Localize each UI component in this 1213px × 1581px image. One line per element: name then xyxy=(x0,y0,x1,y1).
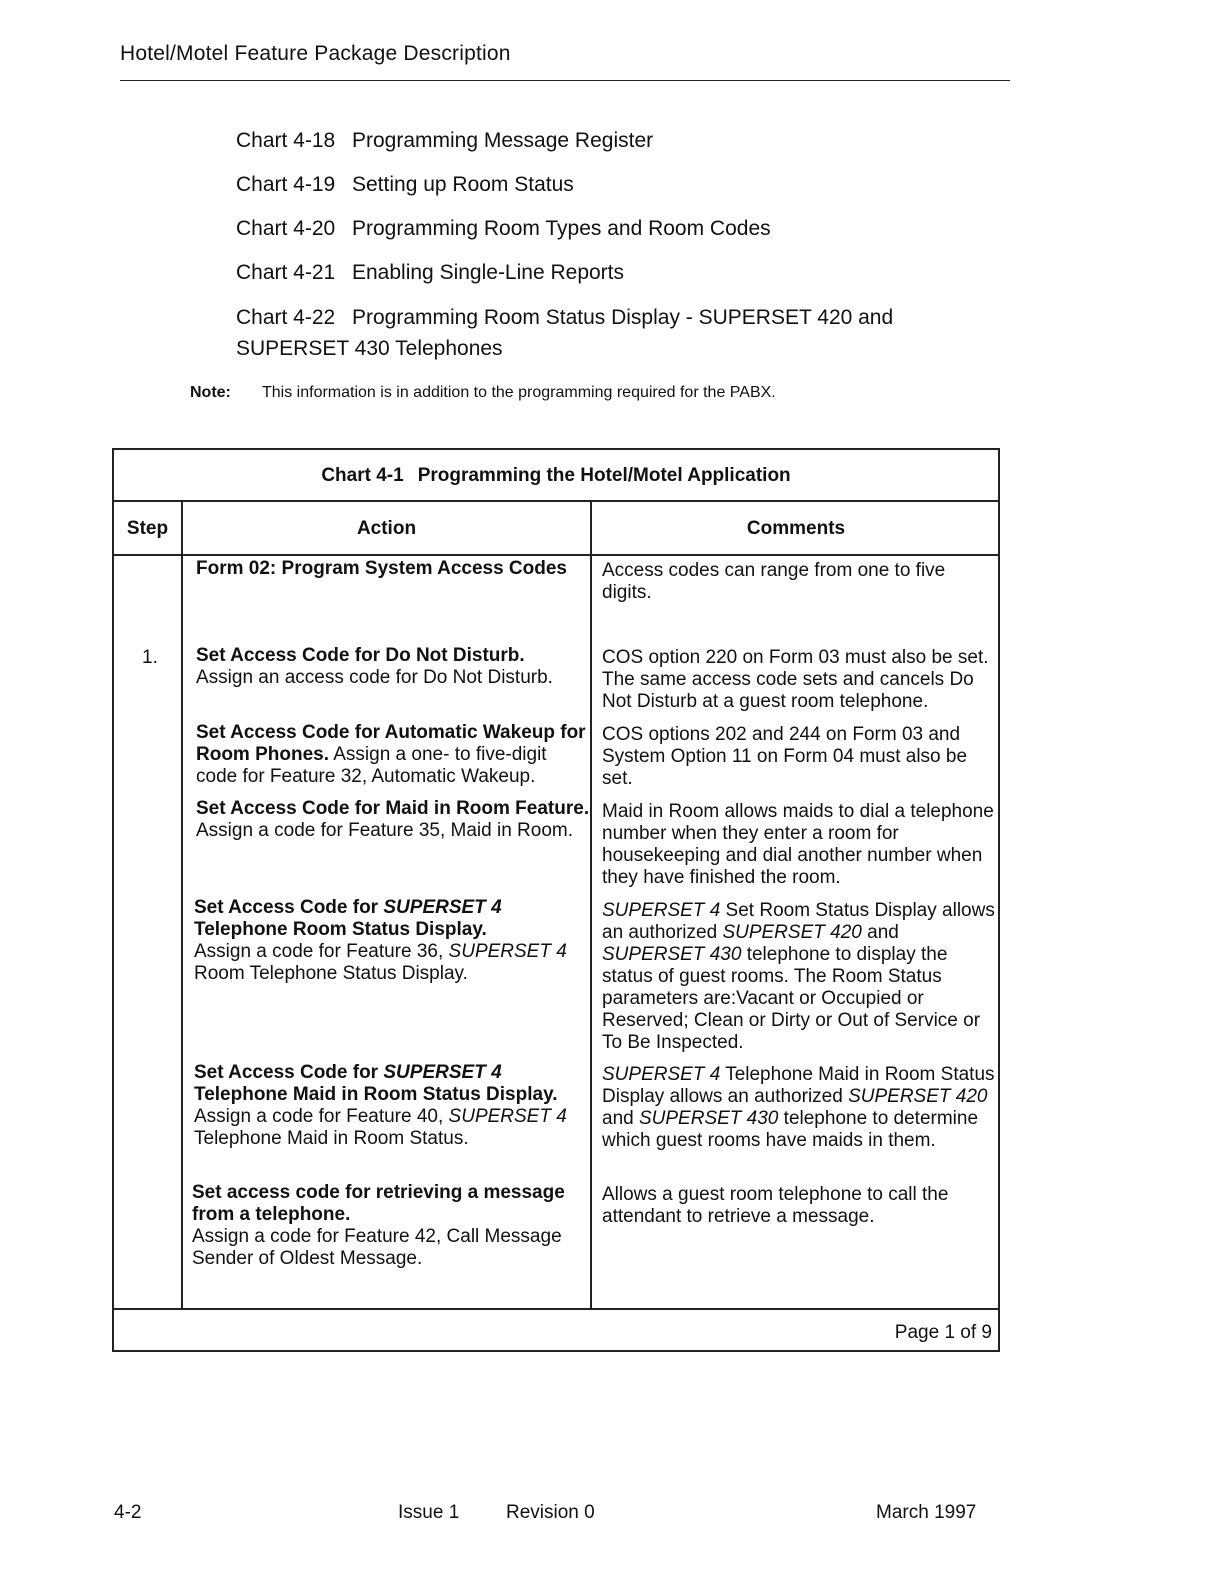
action-heading xyxy=(194,1062,589,1106)
comment-text-part: and xyxy=(602,1108,634,1129)
comment-text: Allows a guest room telephone to call the attendant to retrieve a message. xyxy=(602,1184,949,1227)
table-row xyxy=(194,1062,589,1150)
action-text-part: Assign a code for Feature 40, xyxy=(194,1106,444,1127)
action-text xyxy=(194,941,589,985)
step-column-divider xyxy=(181,502,183,1310)
action-heading: Set access code for retrieving a message from a telephone. xyxy=(192,1182,565,1225)
chart-number: Chart 4-21 xyxy=(236,261,336,284)
form-heading: Form 02: Program System Access Codes xyxy=(196,558,568,579)
action-text-part: Assign a code for Feature 36, xyxy=(194,941,444,962)
action-heading: Set Access Code for Do Not Disturb. xyxy=(196,645,525,666)
chart-list-item xyxy=(236,302,956,364)
action-text-part: Room Telephone Status Display. xyxy=(194,963,468,984)
product-name: SUPERSET 4 xyxy=(383,1062,502,1083)
table-chart-number: Chart 4-1 xyxy=(321,465,404,486)
chart-list-item xyxy=(236,258,956,302)
comment-text-part: telephone to determine which guest rooms have maids in them. xyxy=(602,1108,979,1151)
chart-list-item xyxy=(236,170,956,214)
product-name: SUPERSET 430 xyxy=(602,944,742,965)
table-bottom-divider xyxy=(114,1308,998,1310)
table-row xyxy=(192,1182,587,1270)
product-name: SUPERSET 4 xyxy=(383,897,502,918)
action-heading: Set Access Code for Maid in Room Feature. xyxy=(196,798,590,819)
note-text: This information is in addition to the programming required for the PABX. xyxy=(262,384,776,401)
table-title xyxy=(114,450,998,502)
chart-title-continued: SUPERSET 430 Telephones xyxy=(236,337,503,360)
chart-list-item xyxy=(236,214,956,258)
step-number: 1. xyxy=(142,647,158,668)
action-heading-part: Set Access Code for xyxy=(194,1062,379,1083)
action-heading: Set Access Code for Automatic Wakeup for Room Phones. xyxy=(196,722,586,765)
chart-title: Setting up Room Status xyxy=(352,173,574,196)
product-name: SUPERSET 420 xyxy=(722,922,862,943)
product-name: SUPERSET 4 xyxy=(448,1106,567,1127)
chart-title: Enabling Single-Line Reports xyxy=(352,261,625,284)
product-name: SUPERSET 4 xyxy=(448,941,567,962)
table-row xyxy=(196,722,591,788)
comment-text-part: Set Room Status Display allows an authorized xyxy=(602,900,995,943)
footer-issue: Issue 1 xyxy=(398,1502,460,1523)
header-rule xyxy=(120,80,1010,81)
comment-text xyxy=(602,900,997,1054)
action-heading-part: Telephone Room Status Display. xyxy=(194,919,487,940)
action-text-part: Telephone Maid in Room Status. xyxy=(194,1128,469,1149)
action-heading xyxy=(194,897,589,941)
product-name: SUPERSET 4 xyxy=(602,900,721,921)
action-text: Assign a code for Feature 42, Call Message Sender of Oldest Message. xyxy=(192,1226,562,1269)
chart-number: Chart 4-19 xyxy=(236,173,336,196)
column-header-step: Step xyxy=(126,518,169,539)
table-page-indicator: Page 1 of 9 xyxy=(894,1322,992,1343)
note-label: Note: xyxy=(190,384,231,401)
form-comment: Access codes can range from one to five digits. xyxy=(602,560,946,603)
chart-list xyxy=(236,126,956,364)
comment-text xyxy=(602,1064,997,1152)
comment-text-part: Telephone Maid in Room Status Display allows an authorized xyxy=(602,1064,995,1107)
action-text: Assign a one- to five-digit code for Feature 32, Automatic Wakeup. xyxy=(196,744,547,787)
comment-text-part: and xyxy=(867,922,899,943)
product-name: SUPERSET 430 xyxy=(638,1108,779,1129)
footer-revision: Revision 0 xyxy=(506,1502,595,1523)
chart-title: Programming Message Register xyxy=(352,129,654,152)
running-header: Hotel/Motel Feature Package Description xyxy=(120,42,511,65)
chart-number: Chart 4-22 xyxy=(236,306,336,329)
comment-text: COS options 202 and 244 on Form 03 and System Option 11 on Form 04 must also be set. xyxy=(602,724,968,789)
chart-number: Chart 4-20 xyxy=(236,217,336,240)
comment-text-part: telephone to display the status of guest rooms. The Room Status parameters are:Vacant or Occupied or Reserved; Clean or Dirty or Out of Service or To Be Inspected. xyxy=(602,944,981,1053)
product-name: SUPERSET 4 xyxy=(602,1064,721,1085)
action-text xyxy=(194,1106,589,1150)
action-text: Assign a code for Feature 35, Maid in Room. xyxy=(196,820,574,841)
column-header-comments: Comments xyxy=(746,518,846,539)
note xyxy=(190,384,776,402)
comment-text: COS option 220 on Form 03 must also be set. The same access code sets and cancels Do Not Disturb at a guest room telephone. xyxy=(602,647,989,712)
footer-page-number: 4-2 xyxy=(114,1502,142,1523)
table-row xyxy=(196,798,591,842)
chart-list-item xyxy=(236,126,956,170)
action-text: Assign an access code for Do Not Disturb. xyxy=(196,667,553,688)
chart-title: Programming Room Types and Room Codes xyxy=(352,217,771,240)
table-row xyxy=(194,897,589,985)
programming-table xyxy=(112,448,1000,1352)
chart-number: Chart 4-18 xyxy=(236,129,336,152)
footer-date: March 1997 xyxy=(876,1502,977,1523)
action-heading-part: Telephone Maid in Room Status Display. xyxy=(194,1084,558,1105)
product-name: SUPERSET 420 xyxy=(848,1086,988,1107)
comments-column-divider xyxy=(590,502,592,1310)
table-chart-title: Programming the Hotel/Motel Application xyxy=(417,465,791,486)
action-heading-part: Set Access Code for xyxy=(194,897,379,918)
comment-text: Maid in Room allows maids to dial a telephone number when they enter a room for housekeeping and dial another number when they have finished the room. xyxy=(602,801,994,888)
column-header-action: Action xyxy=(356,518,417,539)
chart-title: Programming Room Status Display - SUPERSET 420 and xyxy=(352,306,894,329)
table-row xyxy=(196,645,586,689)
